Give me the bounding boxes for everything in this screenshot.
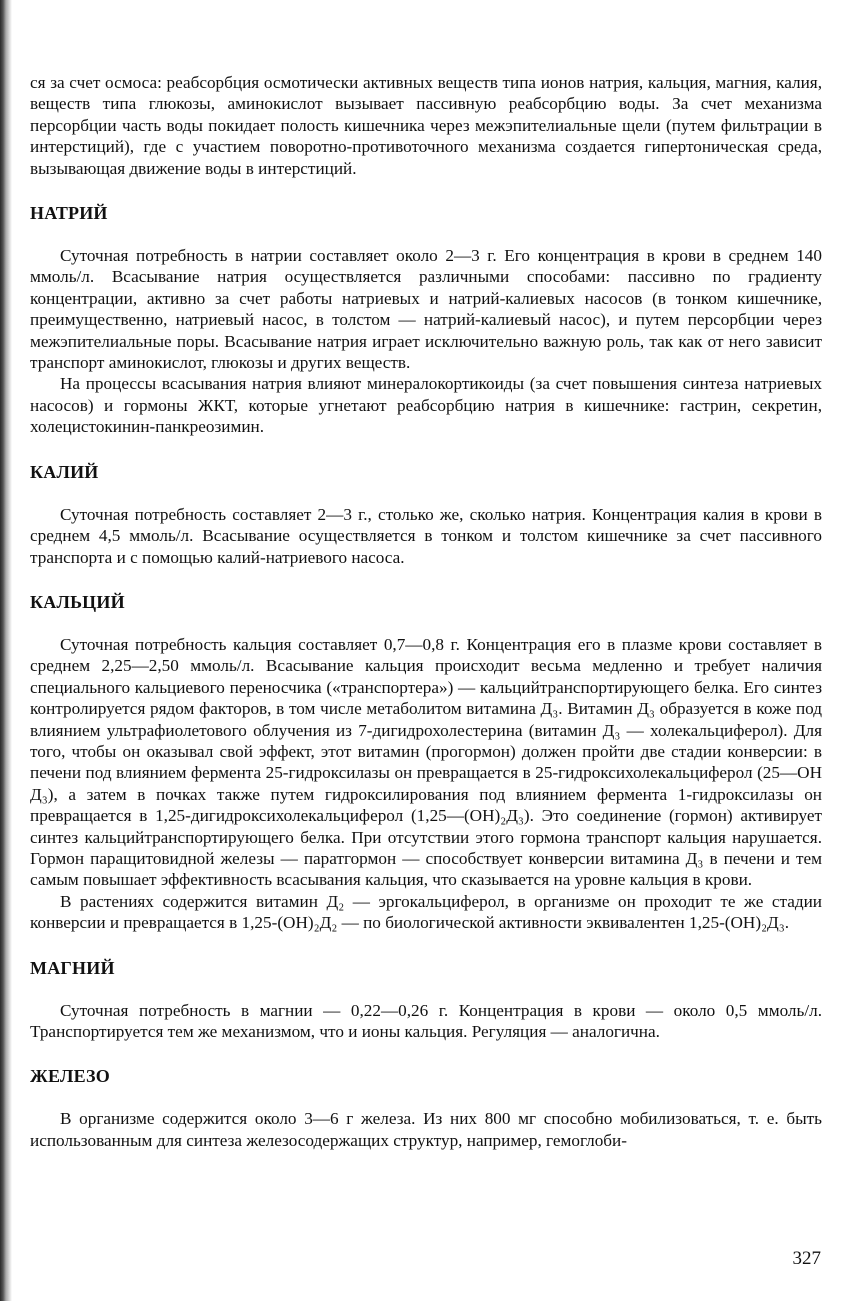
- intro-paragraph: ся за счет осмоса: реабсорбция осмотически активных веществ типа ионов натрия, кальция, магния, калия, веществ типа глюкозы, аминокислот вызывает пассивную реабсорбцию воды. За счет механизма персорбции часть воды покидает полость кишечника через межэпителиальные щели (путем фильтрации в интерстиций), где с участием поворотно-противоточного механизма создается гипертоническая среда, вызывающая движение воды в интерстиций.: [30, 73, 822, 178]
- calcium-paragraph-1: Суточная потребность кальция составляет 0,7—0,8 г. Концентрация его в плазме крови составляет в среднем 2,25—2,50 ммоль/л. Всасывание кальция происходит весьма медленно и требует наличия специального кальциевого переносчика («транспортера») — кальцийтранспортирующего белка. Его синтез контролируется рядом факторов, в том числе метаболитом витамина Д₃. Витамин Д₃ образуется в коже под влиянием ультрафиолетового облучения из 7-дигидрохолестерина (витамин Д₃ — холекальциферол). Для того, чтобы он оказывал свой эффект, этот витамин (прогормон) должен пройти две стадии конверсии: в печени под влиянием фермента 25-гидроксилазы он превращается в 25-гидроксихолекальциферол (25—ОН Д₃), а затем в почках также путем гидроксилирования под влиянием фермента 1-гидроксилазы он превращается в 1,25-дигидроксихолекальциферол (1,25—(ОН)₂Д₃). Это соединение (гормон) активирует синтез кальцийтранспортирующего белка. При отсутствии этого гормона транспорт кальция нарушается. Гормон паращитовидной железы — паратгормон — способствует конверсии витамина Д₃ в печени и тем самым повышает эффективность всасывания кальция, что сказывается на уровне кальция в крови.: [30, 634, 822, 890]
- page-content: [30, 72, 822, 1151]
- calcium-paragraph-2: В растениях содержится витамин Д₂ — эргокальциферол, в организме он проходит те же стадии конверсии и превращается в 1,25-(ОН)₂Д₂ — по биологической активности эквивалентен 1,25-(ОН)₂Д₃.: [30, 891, 822, 933]
- page-number: 327: [792, 1248, 821, 1269]
- section-heading-magnesium: МАГНИЙ: [30, 957, 115, 978]
- magnesium-paragraph-1: Суточная потребность в магнии — 0,22—0,26 г. Концентрация в крови — около 0,5 ммоль/л. Транспортируется тем же механизмом, что и ионы кальция. Регуляция — аналогична.: [30, 1000, 822, 1041]
- sodium-paragraph-1: Суточная потребность в натрии составляет около 2—3 г. Его концентрация в крови в среднем 140 ммоль/л. Всасывание натрия осуществляется различными способами: пассивно по градиенту концентрации, активно за счет работы натриевых и натрий-калиевых насосов (в тонком кишечнике, преимущественно, натриевый насос, в толстом — натрий-калиевый насос), и путем персорбции через межэпителиальные поры. Всасывание натрия играет исключительно важную роль, так как от него зависит транспорт аминокислот, глюкозы и других веществ.: [30, 246, 822, 373]
- scan-edge-shadow: [0, 0, 12, 1301]
- section-heading-sodium: НАТРИЙ: [30, 203, 108, 224]
- potassium-paragraph-1: Суточная потребность составляет 2—3 г., столько же, сколько натрия. Концентрация калия в крови в среднем 4,5 ммоль/л. Всасывание осуществляется в тонком и толстом кишечнике за счет пассивного транспорта и с помощью калий-натриевого насоса.: [30, 504, 822, 567]
- section-heading-potassium: КАЛИЙ: [30, 461, 99, 482]
- iron-paragraph-1: В организме содержится около 3—6 г железа. Из них 800 мг способно мобилизоваться, т. е. быть использованным для синтеза железосодержащих структур, например, гемоглоби-: [30, 1109, 822, 1150]
- section-heading-iron: ЖЕЛЕЗО: [30, 1066, 110, 1087]
- section-heading-calcium: КАЛЬЦИЙ: [30, 591, 125, 612]
- sodium-paragraph-2: На процессы всасывания натрия влияют минералокортикоиды (за счет повышения синтеза натриевых насосов) и гормоны ЖКТ, которые угнетают реабсорбцию натрия в кишечнике: гастрин, секретин, холецистокинин-панкреозимин.: [30, 374, 822, 437]
